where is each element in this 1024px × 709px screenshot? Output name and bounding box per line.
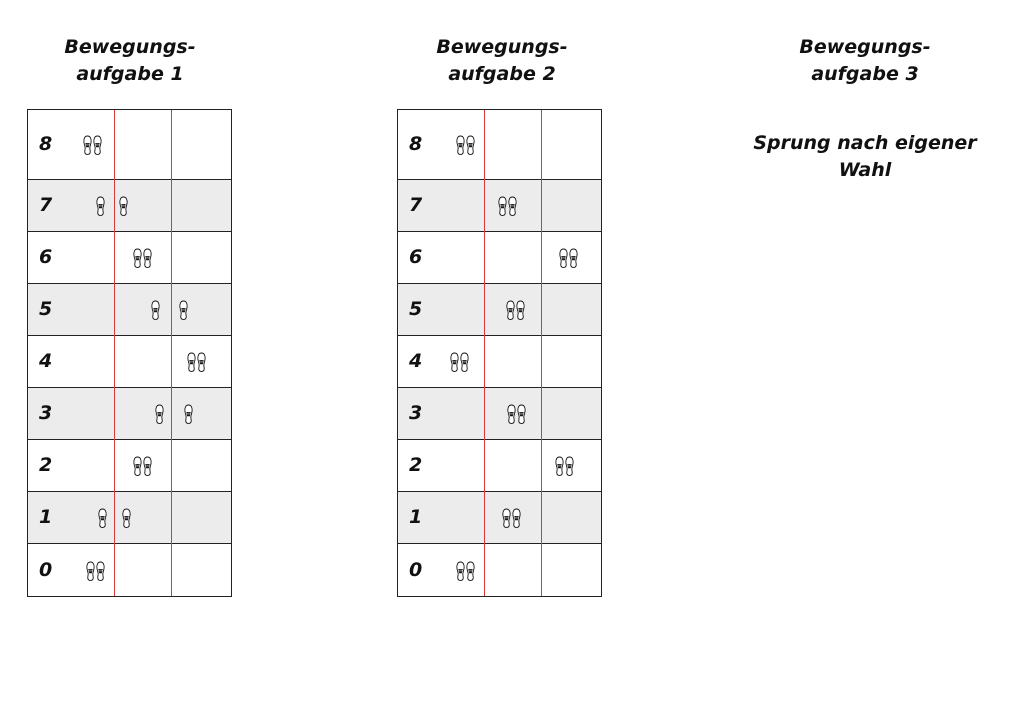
task-3-title-line1: Bewegungs- bbox=[799, 36, 931, 58]
step-number: 6 bbox=[409, 246, 423, 268]
step-row-5 bbox=[28, 284, 231, 336]
step-number: 7 bbox=[39, 194, 53, 216]
step-number: 6 bbox=[39, 246, 53, 268]
step-number: 1 bbox=[39, 506, 53, 528]
footprint-icon bbox=[506, 300, 525, 320]
task-3-title-line2: aufgabe 3 bbox=[811, 63, 919, 85]
footprint-icon bbox=[98, 508, 107, 528]
footprint-icon bbox=[187, 352, 206, 372]
step-row-0 bbox=[398, 544, 601, 597]
footprint-icon bbox=[456, 561, 475, 581]
lane-divider-2 bbox=[171, 110, 172, 596]
footprint-icon bbox=[133, 456, 152, 476]
footprint-icon bbox=[184, 404, 193, 424]
footprint-icon bbox=[559, 248, 578, 268]
step-row-6 bbox=[28, 232, 231, 284]
step-row-5 bbox=[398, 284, 601, 336]
footprint-icon bbox=[122, 508, 131, 528]
footprint-icon bbox=[151, 300, 160, 320]
lane-divider-1 bbox=[114, 110, 115, 596]
task-3-title bbox=[760, 34, 970, 88]
footprint-icon bbox=[502, 508, 521, 528]
step-row-3 bbox=[398, 388, 601, 440]
step-number: 3 bbox=[409, 402, 423, 424]
task-1-title-line1: Bewegungs- bbox=[64, 36, 196, 58]
step-number: 3 bbox=[39, 402, 53, 424]
lane-divider-1 bbox=[484, 110, 485, 596]
step-number: 5 bbox=[39, 298, 53, 320]
task-1-title-line2: aufgabe 1 bbox=[76, 63, 184, 85]
task-2-title-line1: Bewegungs- bbox=[436, 36, 568, 58]
footprint-icon bbox=[498, 196, 517, 216]
task-3-note bbox=[740, 130, 990, 184]
step-number: 5 bbox=[409, 298, 423, 320]
step-row-8 bbox=[398, 110, 601, 180]
task-1-step-grid bbox=[27, 109, 232, 597]
task-3-note-line2: Wahl bbox=[838, 159, 892, 181]
step-row-7 bbox=[28, 180, 231, 232]
step-row-2 bbox=[28, 440, 231, 492]
step-row-3 bbox=[28, 388, 231, 440]
task-1-title bbox=[25, 34, 235, 88]
step-number: 8 bbox=[39, 133, 53, 155]
footprint-icon bbox=[456, 135, 475, 155]
footprint-icon bbox=[179, 300, 188, 320]
task-3-note-line1: Sprung nach eigener bbox=[753, 132, 977, 154]
step-number: 4 bbox=[39, 350, 53, 372]
footprint-icon bbox=[507, 404, 526, 424]
step-number: 7 bbox=[409, 194, 423, 216]
footprint-icon bbox=[133, 248, 152, 268]
footprint-icon bbox=[155, 404, 164, 424]
footprint-icon bbox=[86, 561, 105, 581]
footprint-icon bbox=[555, 456, 574, 476]
step-number: 2 bbox=[409, 454, 423, 476]
footprint-icon bbox=[119, 196, 128, 216]
footprint-icon bbox=[83, 135, 102, 155]
task-2-title bbox=[397, 34, 607, 88]
step-number: 4 bbox=[409, 350, 423, 372]
step-row-0 bbox=[28, 544, 231, 597]
footprint-icon bbox=[96, 196, 105, 216]
task-2-step-grid bbox=[397, 109, 602, 597]
step-row-4 bbox=[398, 336, 601, 388]
step-number: 2 bbox=[39, 454, 53, 476]
footprint-icon bbox=[450, 352, 469, 372]
step-number: 0 bbox=[39, 558, 53, 581]
lane-divider-2 bbox=[541, 110, 542, 596]
task-2-title-line2: aufgabe 2 bbox=[448, 63, 556, 85]
step-number: 1 bbox=[409, 506, 423, 528]
step-number: 0 bbox=[409, 558, 423, 581]
step-number: 8 bbox=[409, 133, 423, 155]
step-row-1 bbox=[398, 492, 601, 544]
step-row-8 bbox=[28, 110, 231, 180]
